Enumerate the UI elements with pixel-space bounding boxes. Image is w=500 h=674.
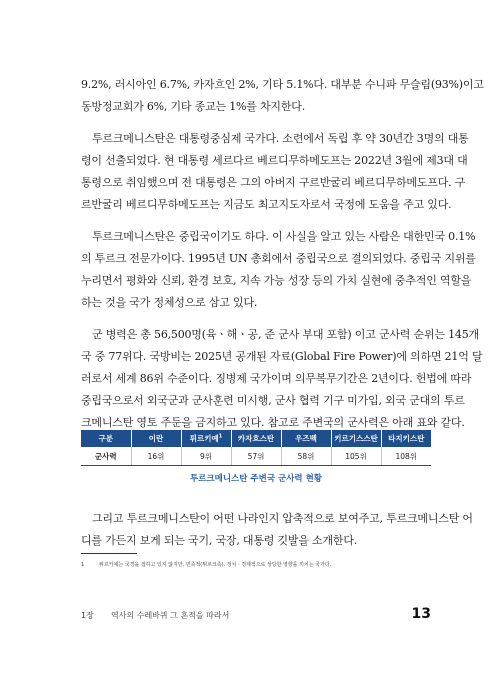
table-cell: 16위 [131, 447, 181, 466]
table-header-cell: 타지키스탄 [381, 430, 431, 447]
table-cell: 58위 [281, 447, 331, 466]
text-line: 디를 가든지 보게 되는 국기, 국장, 대통령 깃발을 소개한다. [81, 534, 358, 547]
paragraph-military [81, 324, 483, 434]
text-line: 누리면서 평화와 신뢰, 환경 보호, 지속 가능 성장 등의 가치 실현에 중추적인 역할을 [81, 274, 472, 287]
text-line: 동방정교회가 6%, 기타 종교는 1%를 차지한다. [81, 100, 305, 113]
text-line: 러로서 세계 86위 수준이다. 징병제 국가이며 의무복무기간은 2년이다. 헌법에 따라 [81, 372, 472, 385]
paragraph-symbols-intro [81, 508, 473, 552]
table-cell: 57위 [231, 447, 281, 466]
table-header-cell [181, 430, 231, 447]
table-cell: 9위 [181, 447, 231, 466]
footnote [81, 561, 431, 568]
text-line: 투르크메니스탄은 대통령중심제 국가다. 소련에서 독립 후 약 30년간 3명의 대통 [92, 132, 469, 145]
military-ranking-table [81, 430, 431, 466]
text-line: 그리고 투르크메니스탄이 어떤 나라인지 압축적으로 보여주고, 투르크메니스탄 어 [92, 512, 473, 525]
text-line: 중립국으로서 외국군과 군사훈련 미시행, 군사 협력 기구 미가입, 외국 군대의 투르 [81, 394, 465, 407]
text-line: 군 병력은 총 56,500명(육ㆍ해ㆍ공, 준 군사 부대 포함) 이고 군사력 순위는 145개 [92, 328, 479, 341]
table-header-row [81, 430, 431, 447]
paragraph-presidency [81, 128, 469, 216]
table-row [81, 447, 431, 466]
paragraph-neutrality [81, 226, 476, 314]
text-line: 르반굴리 베르디무하메도프는 지금도 최고지도자로서 국정에 도움을 주고 있다. [81, 198, 452, 211]
table-caption: 투르크메니스탄 주변국 군사력 현황 [189, 474, 323, 484]
page-number: 13 [411, 606, 431, 622]
text-line: 투르크메니스탄은 중립국이기도 하다. 이 사실을 알고 있는 사람은 대한민국 0.1% [92, 230, 476, 243]
footnote-text: 튀르키예는 국경을 접하고 있지 않지만, 민족적(튀르크족), 정치ㆍ경제적으로 상당한 영향을 끼치는 국가다. [99, 562, 332, 568]
text-line: 령이 선출되었다. 현 대통령 세르다르 베르디무하메도프는 2022년 3월에 제3대 대 [81, 154, 468, 167]
text-line: 통령으로 취임했으며 전 대통령은 그의 아버지 구르반굴리 베르디무하메도프다. 구 [81, 176, 466, 189]
text-line: 크메니스탄 영토 주둔을 금지하고 있다. 참고로 주변국의 군사력은 아래 표와 같다. [81, 416, 465, 429]
table-cell: 군사력 [81, 447, 131, 466]
text-line: 국 중 77위다. 국방비는 2025년 공개된 자료(Global Fire Power)에 의하면 21억 달 [81, 350, 483, 363]
text-line: 의 투르크 전문가이다. 1995년 UN 총회에서 중립국으로 결의되었다. 중립국 지위를 [81, 252, 476, 265]
running-title: 역사의 수레바퀴 그 흔적을 따라서 [111, 611, 230, 620]
table-header-cell: 구분 [81, 430, 131, 447]
table-header-cell: 이란 [131, 430, 181, 447]
chapter-label: 1장 [81, 611, 94, 620]
table-cell: 108위 [381, 447, 431, 466]
header-text: 튀르키예 [189, 434, 219, 443]
page-footer [81, 606, 431, 626]
table-cell: 105위 [331, 447, 381, 466]
table-header-cell: 우즈벡 [281, 430, 331, 447]
footnote-number: 1 [81, 562, 85, 568]
table-header-cell: 키르기스스탄 [331, 430, 381, 447]
text-line: 9.2%, 러시아인 6.7%, 카자흐인 2%, 기타 5.1%다. 대부분 수니파 무슬림(93%)이고 [81, 78, 484, 91]
text-line: 하는 것을 국가 정체성으로 삼고 있다. [81, 296, 258, 309]
military-ranking-table-wrap [81, 430, 431, 466]
footnote-ref: 1 [218, 433, 223, 440]
table-header-cell: 카자흐스탄 [231, 430, 281, 447]
paragraph-ethnicity-religion [81, 74, 484, 118]
footnote-divider [81, 553, 137, 554]
